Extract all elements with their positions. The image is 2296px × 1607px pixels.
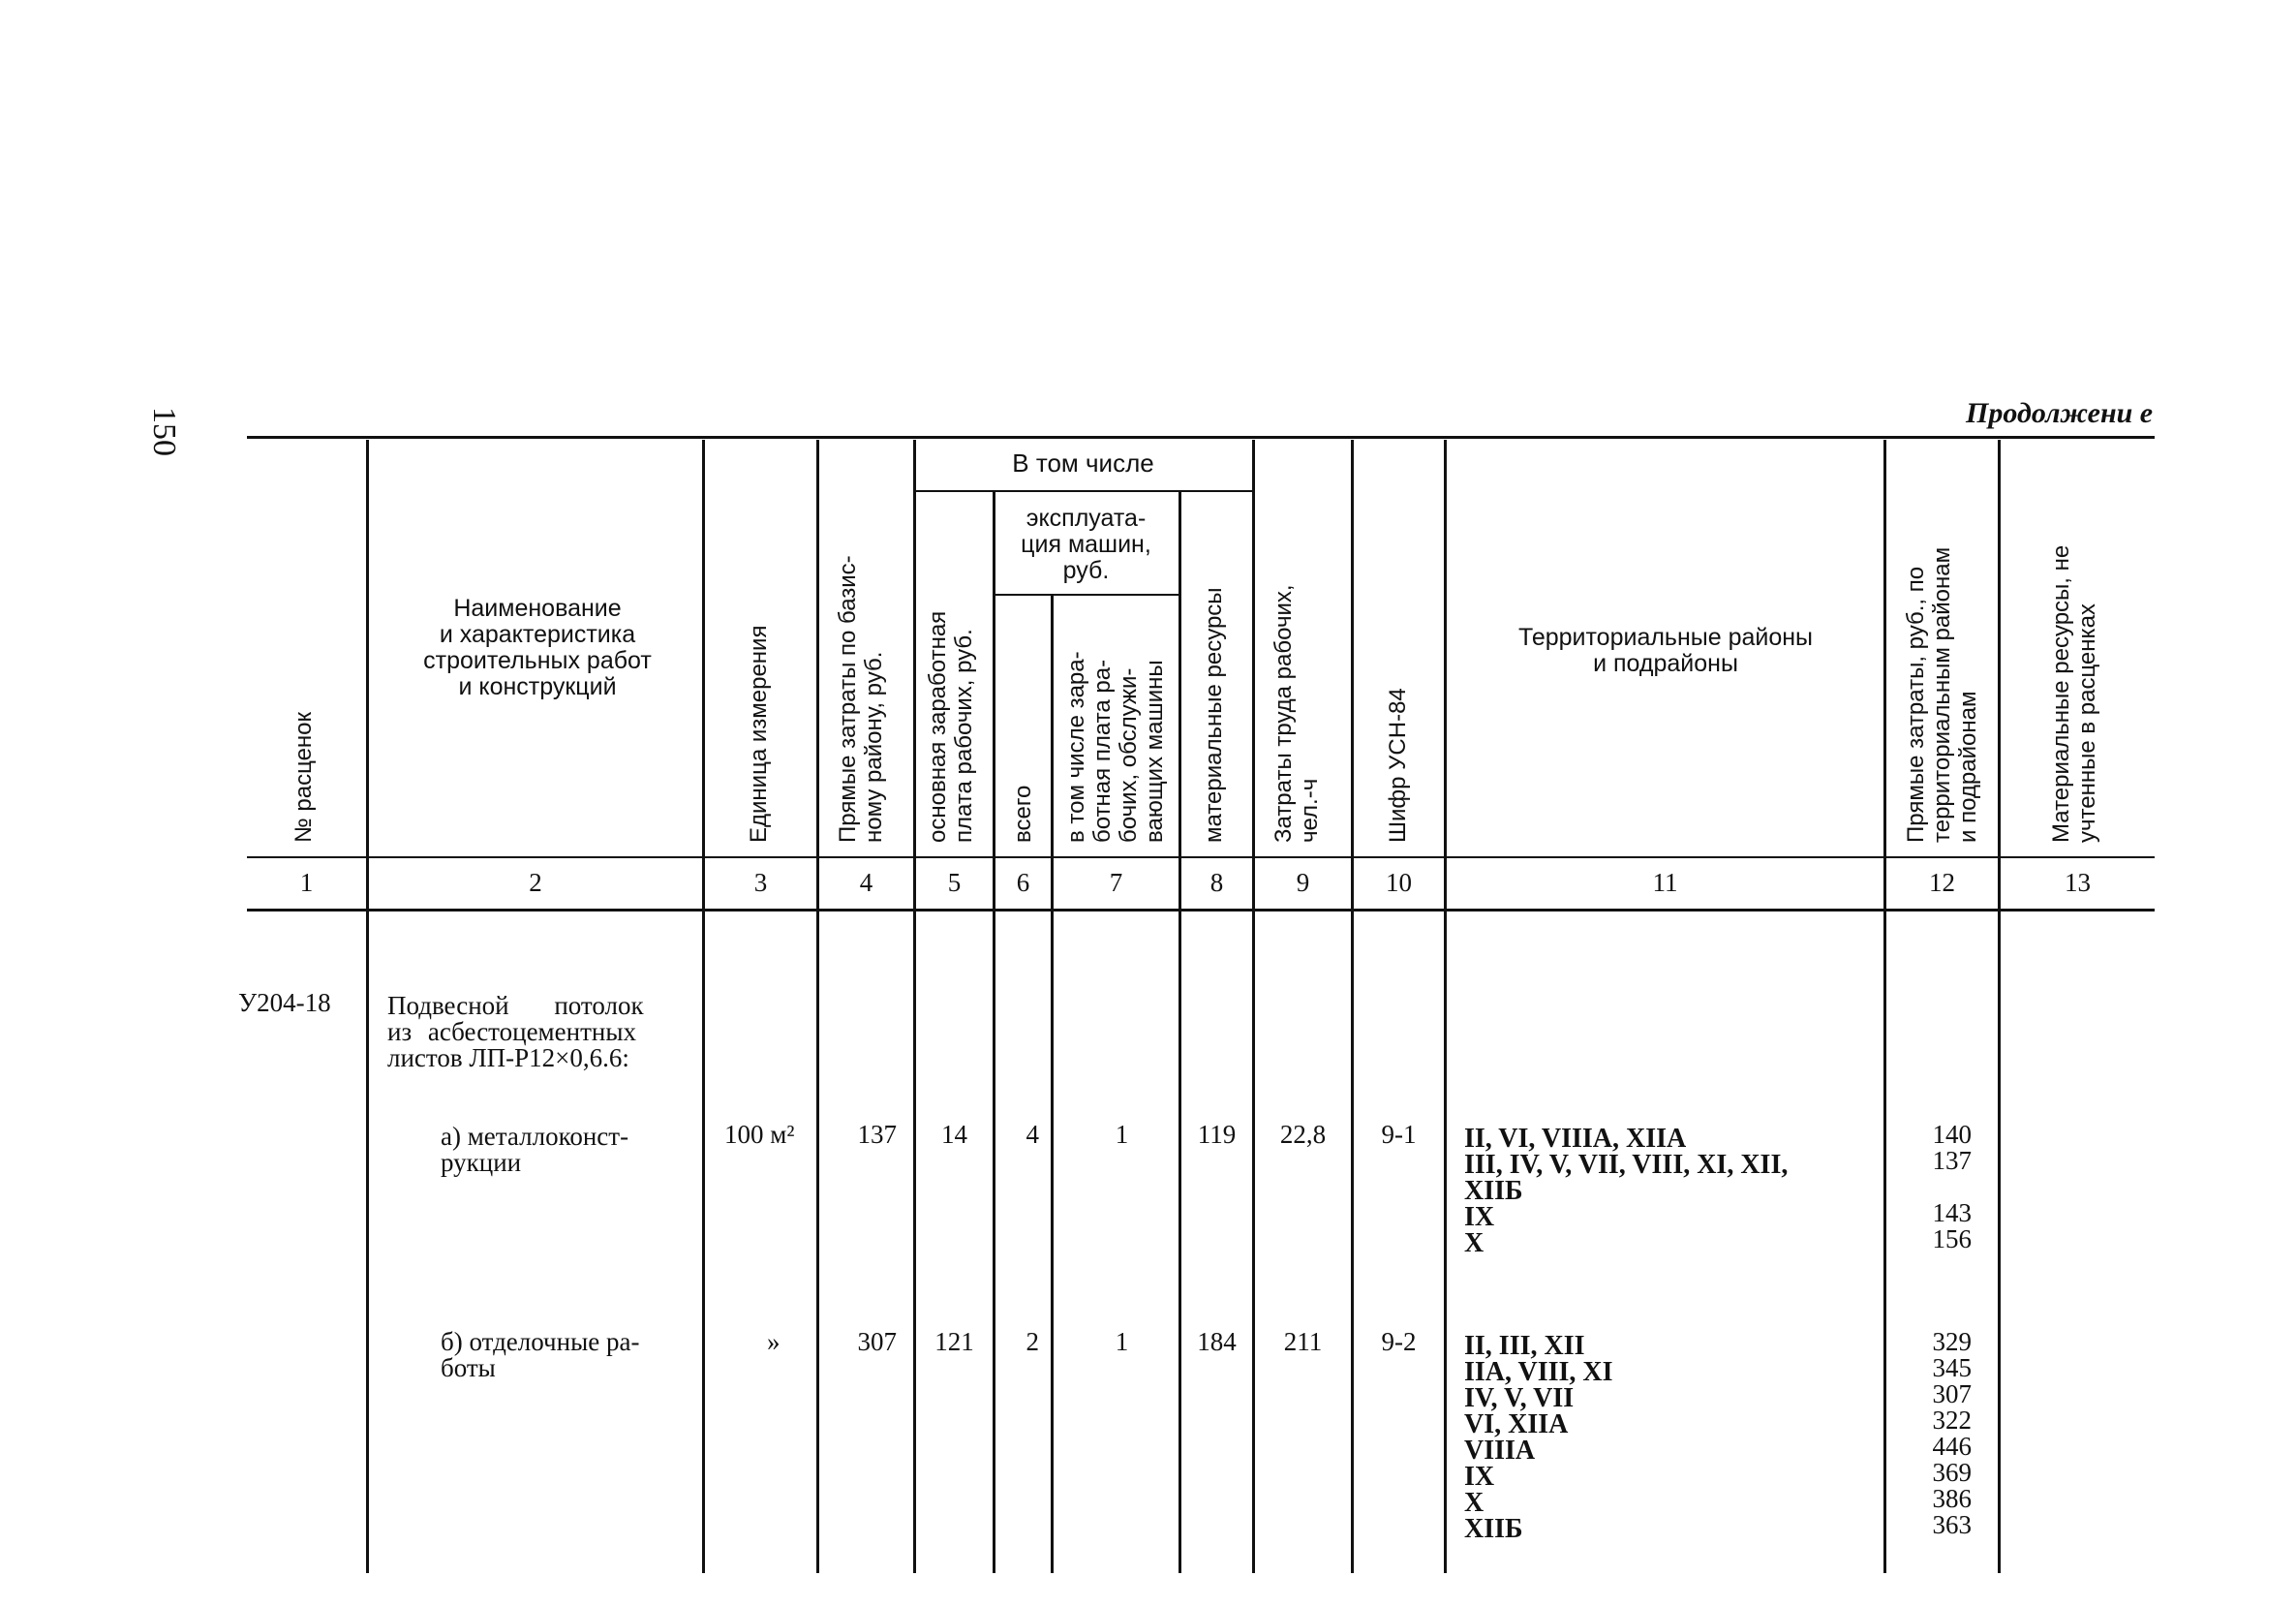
row-b-machines-wage: 1 bbox=[1115, 1327, 1129, 1356]
col-number-10: 10 bbox=[1386, 868, 1412, 897]
header-col-1: № расценок bbox=[291, 711, 317, 843]
header-col-3: Единица измерения bbox=[746, 625, 772, 843]
col-divider-2 bbox=[702, 440, 705, 1573]
col-number-2: 2 bbox=[529, 868, 542, 897]
row-a-direct-cost: 137 bbox=[857, 1120, 897, 1149]
col-number-1: 1 bbox=[299, 868, 314, 897]
col-divider-10 bbox=[1444, 440, 1447, 1573]
row-a-regions: II, VI, VIIIA, XIIA III, IV, V, VII, VIII, XI, XII, XIIБ IX X bbox=[1464, 1124, 1789, 1258]
row-a-machines-total: 4 bbox=[1026, 1120, 1039, 1149]
row-b-regions: II, III, XII IIA, VIII, XI IV, V, VII VI, XIIA VIIIA IX X XIIБ bbox=[1464, 1331, 1613, 1544]
col-number-8: 8 bbox=[1209, 868, 1224, 897]
col-divider-6 bbox=[1051, 596, 1054, 1573]
col-number-4: 4 bbox=[859, 868, 873, 897]
header-col-11: Территориальные районы и подрайоны bbox=[1517, 624, 1814, 677]
row-b-name: б) отделочные ра- боты bbox=[441, 1327, 640, 1382]
row-b-direct-cost: 307 bbox=[857, 1327, 897, 1356]
header-col-8: материальные ресурсы bbox=[1201, 587, 1227, 843]
header-col-4: Прямые затраты по базис- ному району, руб. bbox=[835, 555, 887, 843]
page-number: 150 bbox=[146, 407, 182, 456]
header-machines-group: эксплуата- ция машин, руб. bbox=[1021, 505, 1151, 584]
col-divider-4 bbox=[913, 440, 916, 1573]
col-divider-3 bbox=[816, 440, 819, 1573]
col-number-11: 11 bbox=[1652, 868, 1678, 897]
subgroup-rule bbox=[993, 594, 1179, 596]
header-group-in-total: В том числе bbox=[1012, 448, 1154, 478]
group-rule bbox=[913, 490, 1252, 492]
col-number-9: 9 bbox=[1296, 868, 1310, 897]
col-number-12: 12 bbox=[1929, 868, 1955, 897]
row-a-wage: 14 bbox=[941, 1120, 967, 1149]
header-col-6: всего bbox=[1010, 785, 1036, 843]
row-a-region-costs: 140 137 143 156 bbox=[1932, 1120, 1972, 1253]
continuation-label: Продолжени е bbox=[1966, 397, 2154, 429]
header-col-2: Наименование и характеристика строительных работ и конструкций bbox=[423, 595, 652, 700]
col-divider-8 bbox=[1252, 440, 1255, 1573]
row-a-code: 9-1 bbox=[1381, 1120, 1417, 1149]
header-col-9: Затраты труда рабочих, чел.-ч bbox=[1270, 584, 1323, 843]
col-divider-5 bbox=[993, 492, 995, 1573]
row-b-region-costs: 329 345 307 322 446 369 386 363 bbox=[1932, 1327, 1972, 1539]
col-divider-1 bbox=[366, 440, 369, 1573]
col-divider-11 bbox=[1883, 440, 1886, 1573]
row-b-code: 9-2 bbox=[1381, 1327, 1417, 1356]
row-a-materials: 119 bbox=[1197, 1120, 1237, 1149]
row-b-materials: 184 bbox=[1197, 1327, 1237, 1356]
col-number-3: 3 bbox=[753, 868, 768, 897]
header-col-10: Шифр УСН-84 bbox=[1385, 688, 1411, 843]
row-b-machines-total: 2 bbox=[1026, 1327, 1039, 1356]
row-a-name: а) металлоконст- рукции bbox=[441, 1122, 629, 1177]
row-b-unit: » bbox=[767, 1327, 781, 1356]
header-bottom-rule bbox=[247, 856, 2155, 858]
row-a-labor: 22,8 bbox=[1279, 1120, 1327, 1149]
col-divider-12 bbox=[1998, 440, 2001, 1573]
header-col-12: Прямые затраты, руб., по территориальным районам и подрайонам bbox=[1903, 546, 1981, 843]
col-divider-9 bbox=[1351, 440, 1354, 1573]
header-col-5: основная заработная плата рабочих, руб. bbox=[925, 610, 977, 843]
row-a-machines-wage: 1 bbox=[1115, 1120, 1129, 1149]
row-a-unit: 100 м² bbox=[724, 1120, 795, 1149]
col-number-5: 5 bbox=[947, 868, 962, 897]
header-col-13: Материальные ресурсы, не учтенные в расценках bbox=[2048, 544, 2100, 843]
row-b-wage: 121 bbox=[934, 1327, 974, 1356]
col-number-13: 13 bbox=[2065, 868, 2091, 897]
item-name: Подвесной потолок из асбестоцементных листов ЛП-Р12×0,6.6: bbox=[387, 991, 644, 1072]
item-code: У204-18 bbox=[238, 988, 331, 1017]
col-number-6: 6 bbox=[1016, 868, 1030, 897]
column-numbers-rule bbox=[247, 909, 2155, 912]
header-col-7: в том числе зара- ботная плата ра- бочих, обслужи- вающих машины bbox=[1063, 651, 1168, 843]
col-number-7: 7 bbox=[1109, 868, 1123, 897]
col-divider-7 bbox=[1179, 492, 1181, 1573]
table-top-rule bbox=[247, 436, 2155, 439]
row-b-labor: 211 bbox=[1283, 1327, 1323, 1356]
